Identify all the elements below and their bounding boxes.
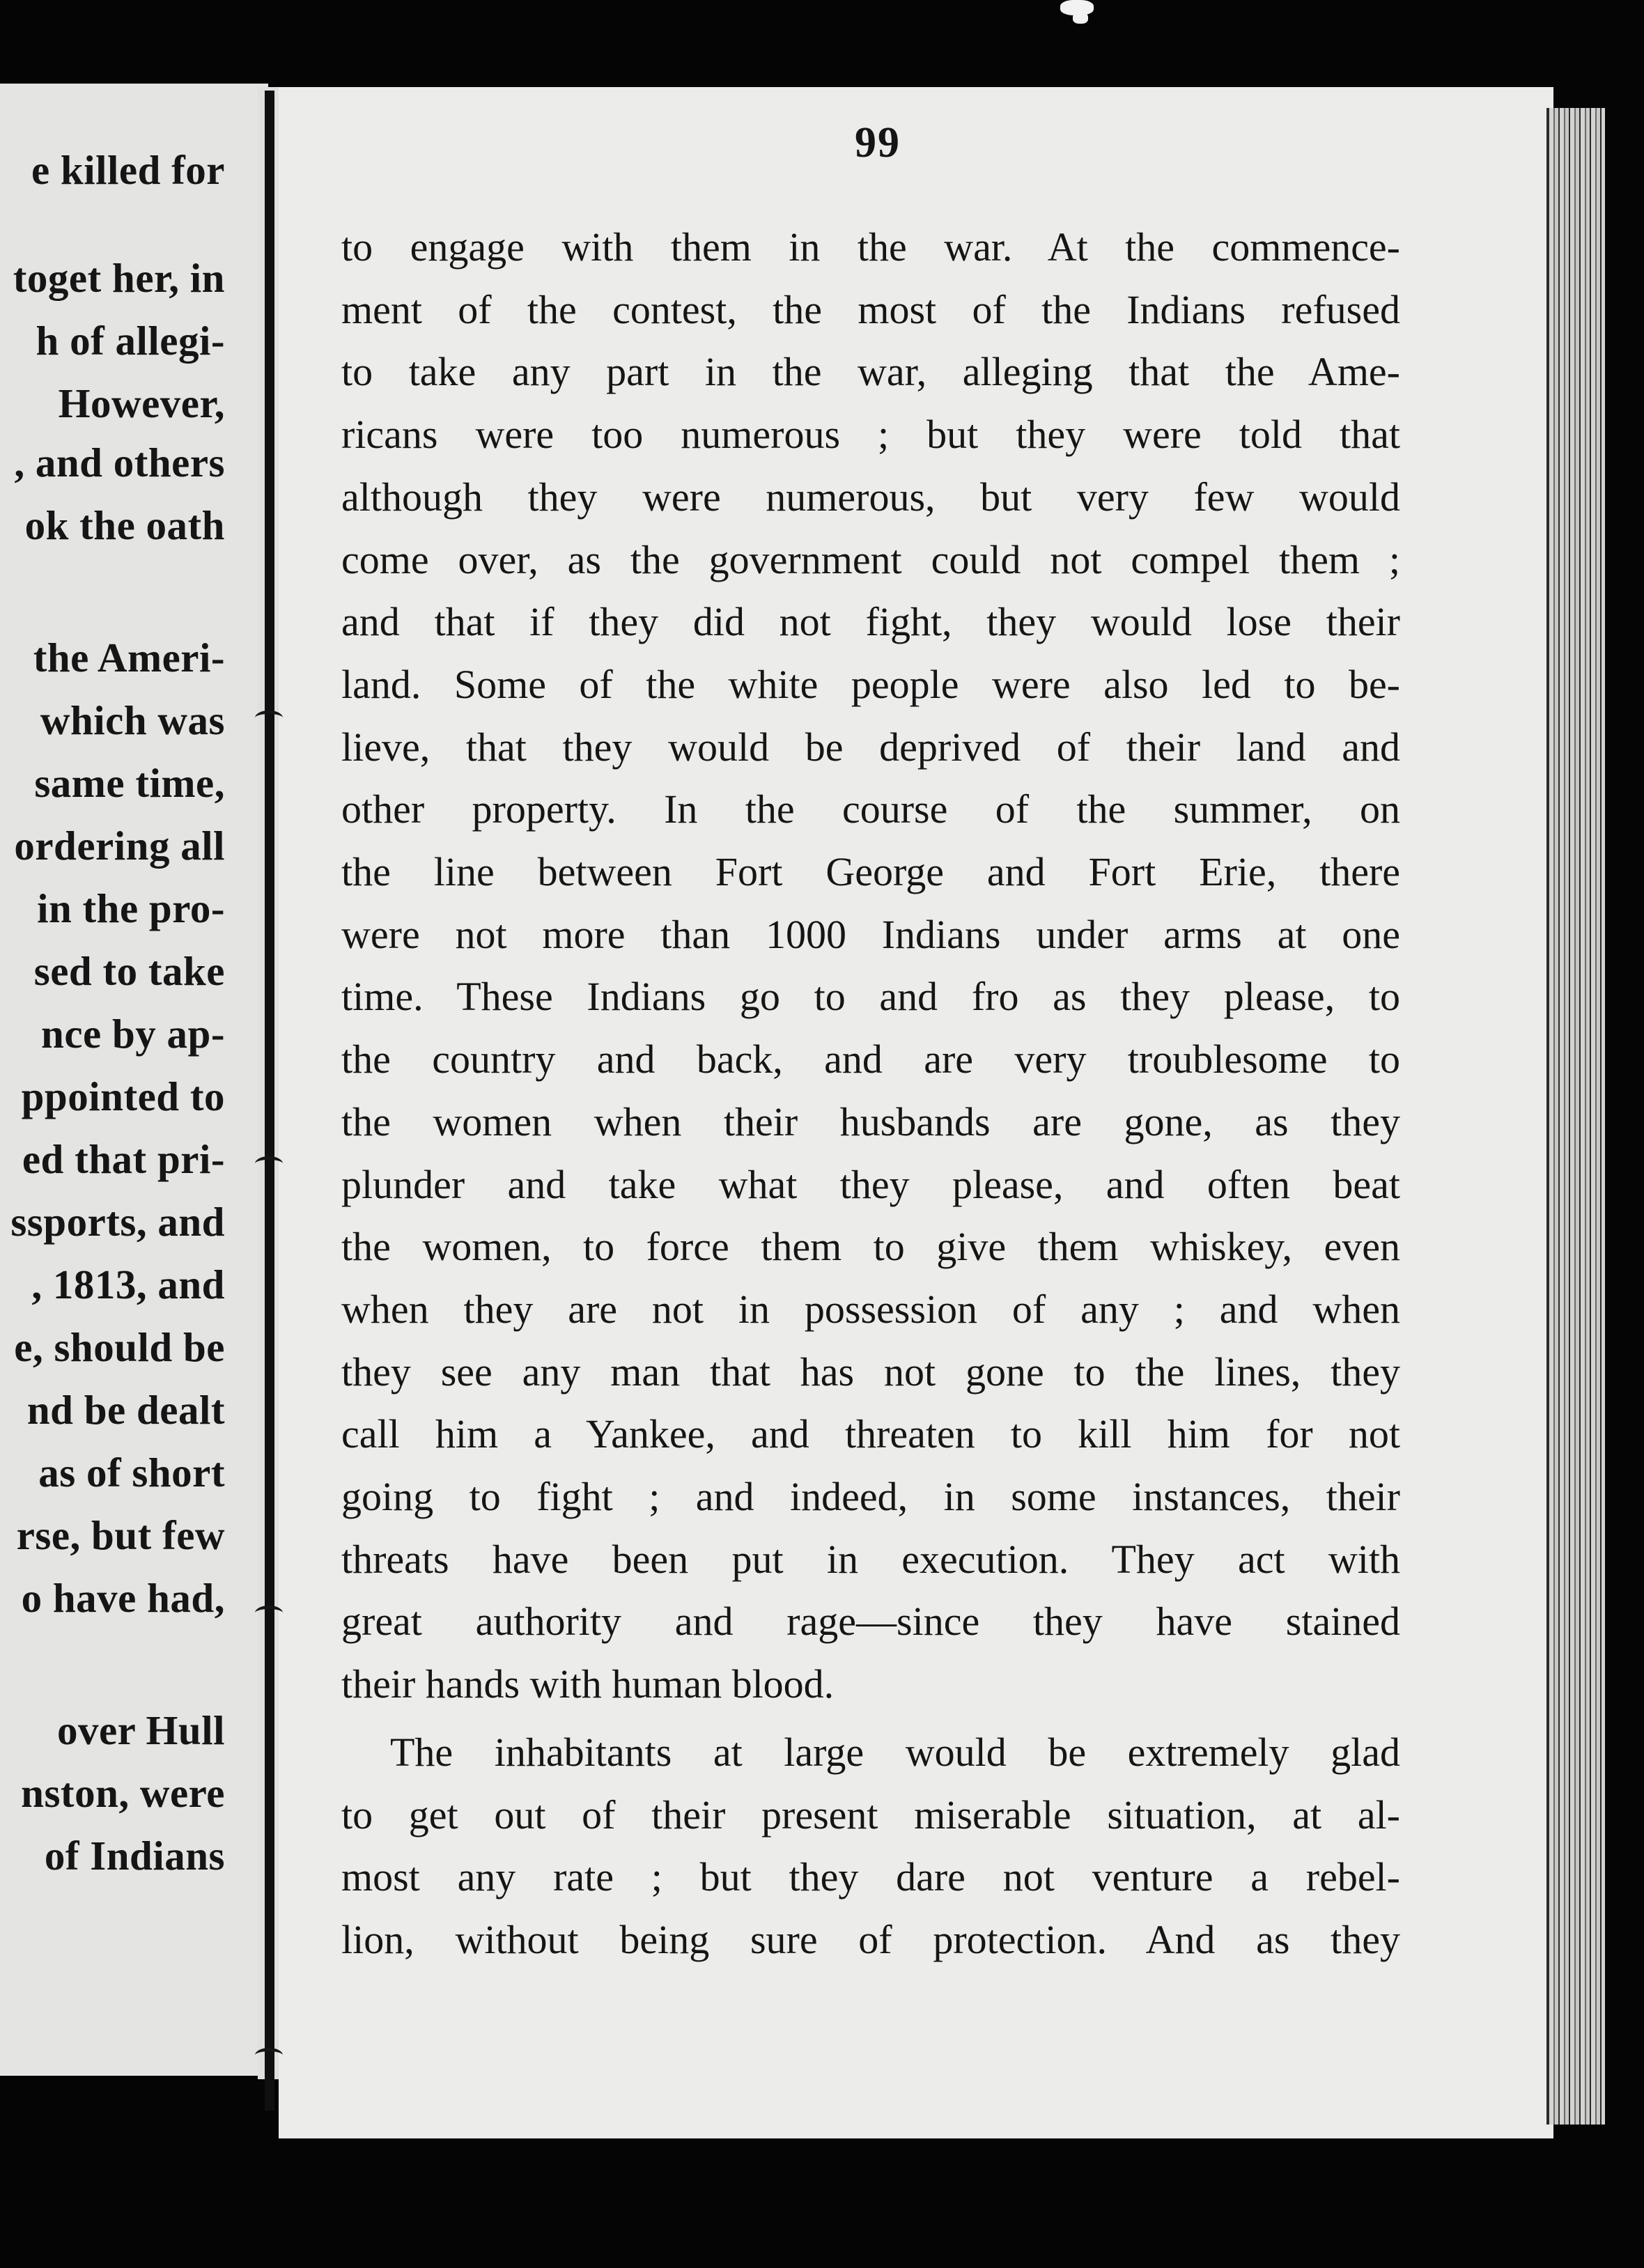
text-line: plunder and take what they please, and often beat (341, 1161, 1400, 1207)
left-page-text-line: as of short (38, 1450, 225, 1496)
left-page-text-line: o have had, (21, 1575, 225, 1621)
text-line: ment of the contest, the most of the Indians refused (341, 286, 1400, 332)
text-line: the country and back, and are very troublesome to (341, 1036, 1400, 1082)
text-line: to engage with them in the war. At the commence- (341, 224, 1400, 270)
left-page-text-line: same time, (34, 760, 225, 806)
left-page-text-line: nd be dealt (26, 1387, 225, 1433)
left-page-text-line: of Indians (44, 1833, 225, 1879)
left-page-text-line: sed to take (33, 948, 225, 994)
text-line: going to fight ; and indeed, in some instances, their (341, 1474, 1400, 1520)
previous-page-fragment (0, 84, 268, 2076)
left-page-text-line: rse, but few (16, 1512, 225, 1558)
scan-artifact (1045, 0, 1129, 28)
text-line: they see any man that has not gone to the lines, they (341, 1349, 1400, 1395)
left-page-text-line: which was (40, 697, 225, 743)
text-line: the line between Fort George and Fort Erie, there (341, 849, 1400, 895)
text-line: land. Some of the white people were also led to be- (341, 661, 1400, 707)
left-page-text-line: in the pro- (37, 885, 225, 931)
text-line: were not more than 1000 Indians under arms at one (341, 911, 1400, 957)
text-line: lion, without being sure of protection. And as they (341, 1916, 1400, 1962)
left-page-text-line: nce by ap- (41, 1011, 225, 1057)
text-line: the women, to force them to give them whiskey, even (341, 1224, 1400, 1270)
left-page-text-line: h of allegi- (36, 318, 225, 364)
left-page-text-line: , and others (14, 440, 225, 486)
left-page-text-line: over Hull (56, 1707, 225, 1753)
left-page-text-line: ok the oath (24, 502, 225, 548)
binding-line (265, 91, 274, 2111)
text-line: their hands with human blood. (341, 1661, 835, 1707)
left-page-text-line: ppointed to (21, 1073, 225, 1119)
page-body-text (341, 216, 1400, 1971)
binding-stitch (255, 1606, 283, 1620)
text-line: call him a Yankee, and threaten to kill him for not (341, 1411, 1400, 1457)
left-page-text-line: ed that pri- (22, 1136, 225, 1182)
text-line: threats have been put in execution. They act with (341, 1536, 1400, 1582)
left-page-text-line: toget her, in (13, 255, 225, 301)
left-page-text-line: e, should be (14, 1324, 225, 1370)
page-number: 99 (855, 119, 901, 166)
left-page-text-line: ssports, and (10, 1199, 225, 1245)
text-line: when they are not in possession of any ; and when (341, 1286, 1400, 1332)
text-line: most any rate ; but they dare not venture a rebel- (341, 1854, 1400, 1900)
text-line: other property. In the course of the summer, on (341, 786, 1400, 832)
text-line: the women when their husbands are gone, as they (341, 1098, 1400, 1144)
left-page-text-line: the Ameri- (33, 635, 225, 681)
binding-stitch (255, 2048, 283, 2063)
text-line: although they were numerous, but very few would (341, 474, 1400, 520)
text-line: come over, as the government could not compel them ; (341, 536, 1400, 582)
page-edges (1546, 108, 1605, 2125)
binding-stitch (255, 710, 283, 725)
text-line: lieve, that they would be deprived of their land and (341, 724, 1400, 770)
text-line: and that if they did not fight, they would lose their (341, 599, 1400, 645)
text-line: The inhabitants at large would be extremely glad (390, 1729, 1400, 1775)
text-line: to get out of their present miserable situation, at al- (341, 1792, 1400, 1838)
text-line: great authority and rage—since they have stained (341, 1599, 1400, 1645)
left-page-text-line: e killed for (31, 147, 225, 193)
text-line: to take any part in the war, alleging that the Ame- (341, 349, 1400, 395)
text-line: ricans were too numerous ; but they were told that (341, 412, 1400, 458)
binding-stitch (255, 1156, 283, 1171)
left-page-text-line: nston, were (21, 1770, 225, 1816)
left-page-text-line: ordering all (14, 823, 225, 869)
text-line: time. These Indians go to and fro as they please, to (341, 974, 1400, 1020)
left-page-text-line: , 1813, and (31, 1261, 225, 1307)
left-page-text-line: However, (58, 380, 225, 426)
